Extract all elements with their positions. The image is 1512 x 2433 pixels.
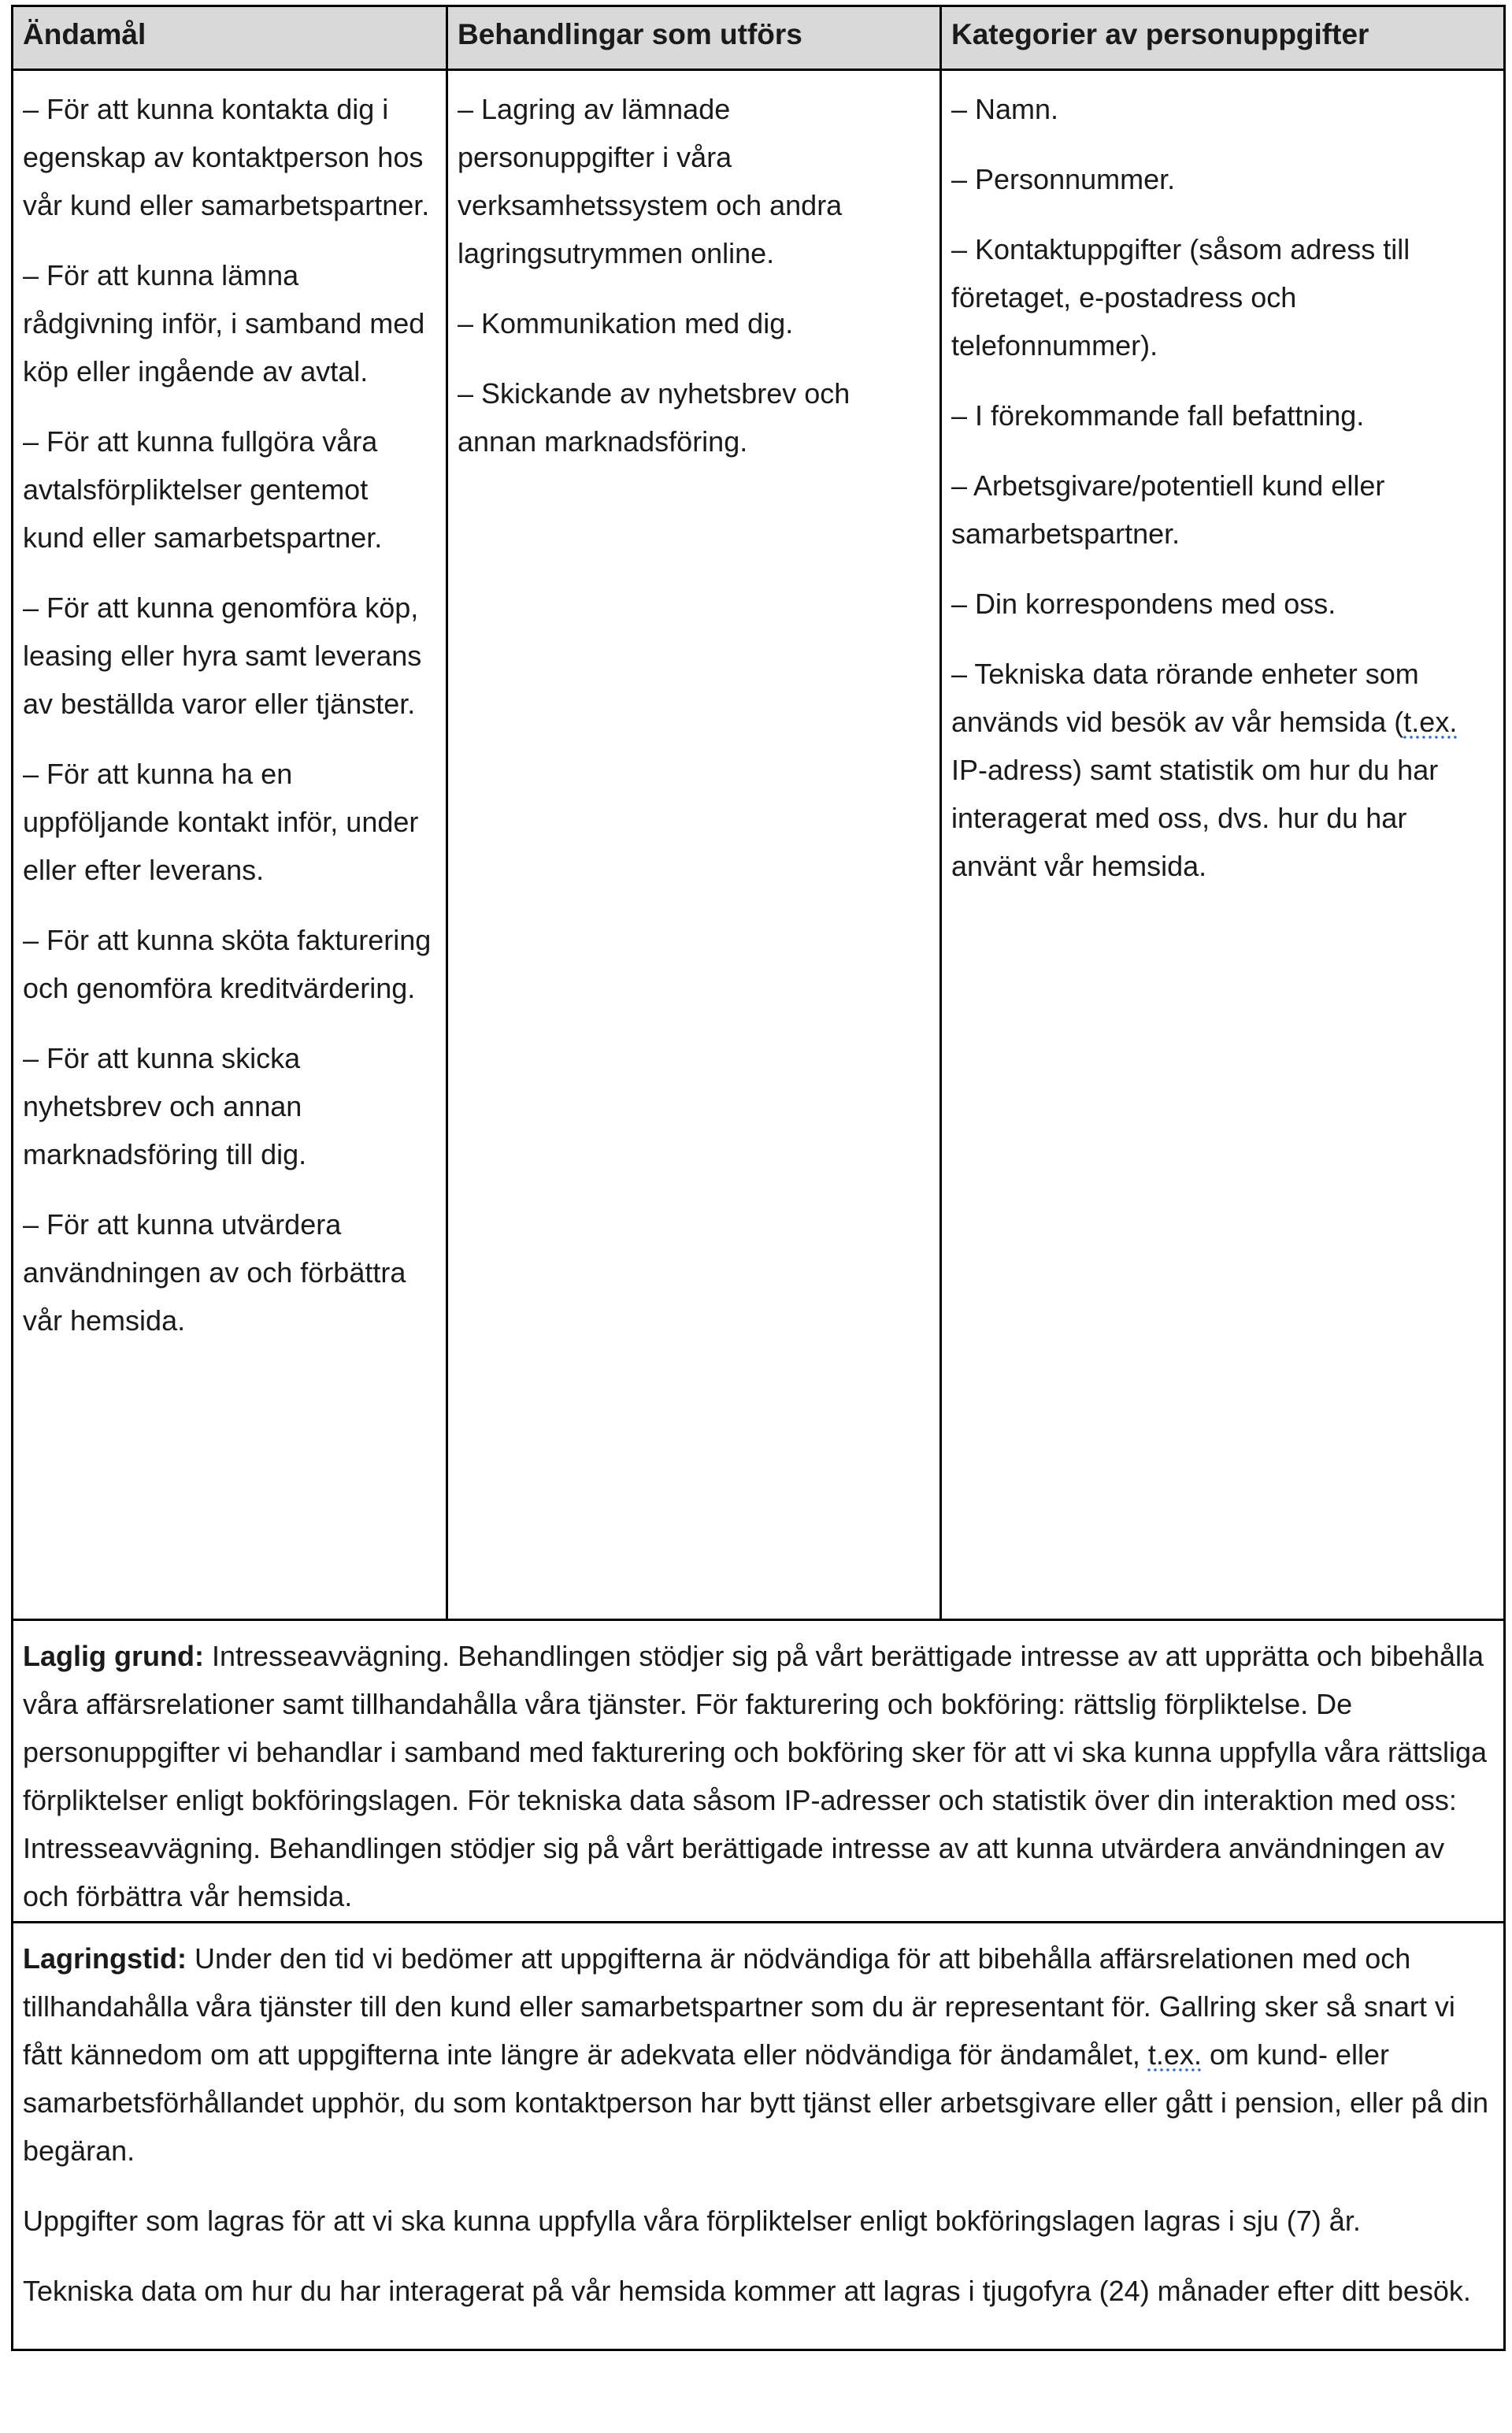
legal-basis-label: Laglig grund: [23, 1640, 204, 1672]
purpose-item: – För att kunna fullgöra våra avtalsförpliktelser gentemot kund eller samarbetspartner. [23, 425, 383, 554]
storage-period-row [13, 1923, 1503, 2349]
purpose-item: – För att kunna ha en uppföljande kontakt inför, under eller efter leverans. [23, 758, 419, 886]
processing-item: – Lagring av lämnade personuppgifter i våra verksamhetssystem och andra lagringsutrymmen online. [458, 93, 843, 269]
privacy-table [11, 5, 1506, 2351]
legal-basis-paragraph [23, 1632, 1494, 1920]
purpose-item: – För att kunna skicka nyhetsbrev och annan marknadsföring till dig. [23, 1042, 307, 1170]
technical-text-pre: – Tekniska data rörande enheter som används vid besök av vår hemsida ( [951, 658, 1419, 738]
category-item: – Personnummer. [951, 163, 1176, 195]
purpose-cell [13, 71, 446, 1619]
category-item-technical [951, 650, 1494, 890]
processing-item: – Skickande av nyhetsbrev och annan marknadsföring. [458, 377, 850, 458]
category-item: – Kontaktuppgifter (såsom adress till företaget, e-postadress och telefonnummer). [951, 233, 1410, 362]
purpose-item: – För att kunna kontakta dig i egenskap av kontaktperson hos vår kund eller samarbetspartner. [23, 93, 430, 221]
legal-basis-row [13, 1621, 1503, 1923]
header-purpose: Ändamål [23, 18, 146, 50]
processing-cell [446, 71, 939, 1619]
category-item: – Arbetsgivare/potentiell kund eller samarbetspartner. [951, 469, 1385, 550]
category-item: – I förekommande fall befattning. [951, 399, 1365, 432]
storage-text-post: om kund- eller samarbetsförhållandet upphör, du som kontaktperson har bytt tjänst eller arbetsgivare eller gått i pension, eller på din begäran. [23, 2038, 1489, 2167]
abbreviation-texex: t.ex. [1403, 706, 1458, 738]
purpose-item: – För att kunna genomföra köp, leasing eller hyra samt leverans av beställda varor eller tjänster. [23, 592, 422, 720]
processing-item: – Kommunikation med dig. [458, 307, 794, 339]
storage-text-pre: Under den tid vi bedömer att uppgifterna är nödvändiga för att bibehålla affärsrelationen med och tillhandahålla våra tjänster till den kund eller samarbetspartner som du är representant för. Gallring sker så snart vi fått kännedom om att uppgifterna inte längre är adekvata eller nödvändiga för ändamålet, [23, 1942, 1455, 2071]
categories-cell [939, 71, 1503, 1619]
table-header-row [13, 7, 1503, 71]
category-item: – Din korrespondens med oss. [951, 588, 1336, 620]
purpose-item: – För att kunna lämna rådgivning inför, i samband med köp eller ingående av avtal. [23, 259, 425, 388]
storage-paragraph-3: Tekniska data om hur du har interagerat på vår hemsida kommer att lagras i tjugofyra (24) månader efter ditt besök. [23, 2275, 1471, 2307]
header-processing: Behandlingar som utförs [446, 7, 939, 69]
table-body-row [13, 71, 1503, 1621]
technical-text-post: IP-adress) samt statistik om hur du har interagerat med oss, dvs. hur du har använt vår hemsida. [951, 754, 1439, 882]
legal-basis-text: Intresseavvägning. Behandlingen stödjer sig på vårt berättigade intresse av att upprätta och bibehålla våra affärsrelationer samt tillhandahålla våra tjänster. För fakturering och bokföring: rättslig förpliktelse. De personuppgifter vi behandlar i samband med fakturering och bokföring sker för att vi ska kunna uppfylla våra rättsliga förpliktelser enligt bokföringslagen. För tekniska data såsom IP-adresser och statistik över din interaktion med oss: Intresseavvägning. Behandlingen stödjer sig på vårt berättigade intresse av att kunna utvärdera användningen av och förbättra vår hemsida. [23, 1640, 1488, 1912]
category-item: – Namn. [951, 93, 1059, 125]
purpose-item: – För att kunna sköta fakturering och genomföra kreditvärdering. [23, 924, 432, 1004]
storage-paragraph-2: Uppgifter som lagras för att vi ska kunna uppfylla våra förpliktelser enligt bokföringslagen lagras i sju (7) år. [23, 2205, 1361, 2237]
purpose-item: – För att kunna utvärdera användningen av och förbättra vår hemsida. [23, 1208, 406, 1337]
storage-label: Lagringstid: [23, 1942, 187, 1975]
header-categories: Kategorier av personuppgifter [939, 7, 1503, 69]
abbreviation-texex: t.ex. [1147, 2038, 1202, 2071]
storage-paragraph-1 [23, 1934, 1494, 2175]
